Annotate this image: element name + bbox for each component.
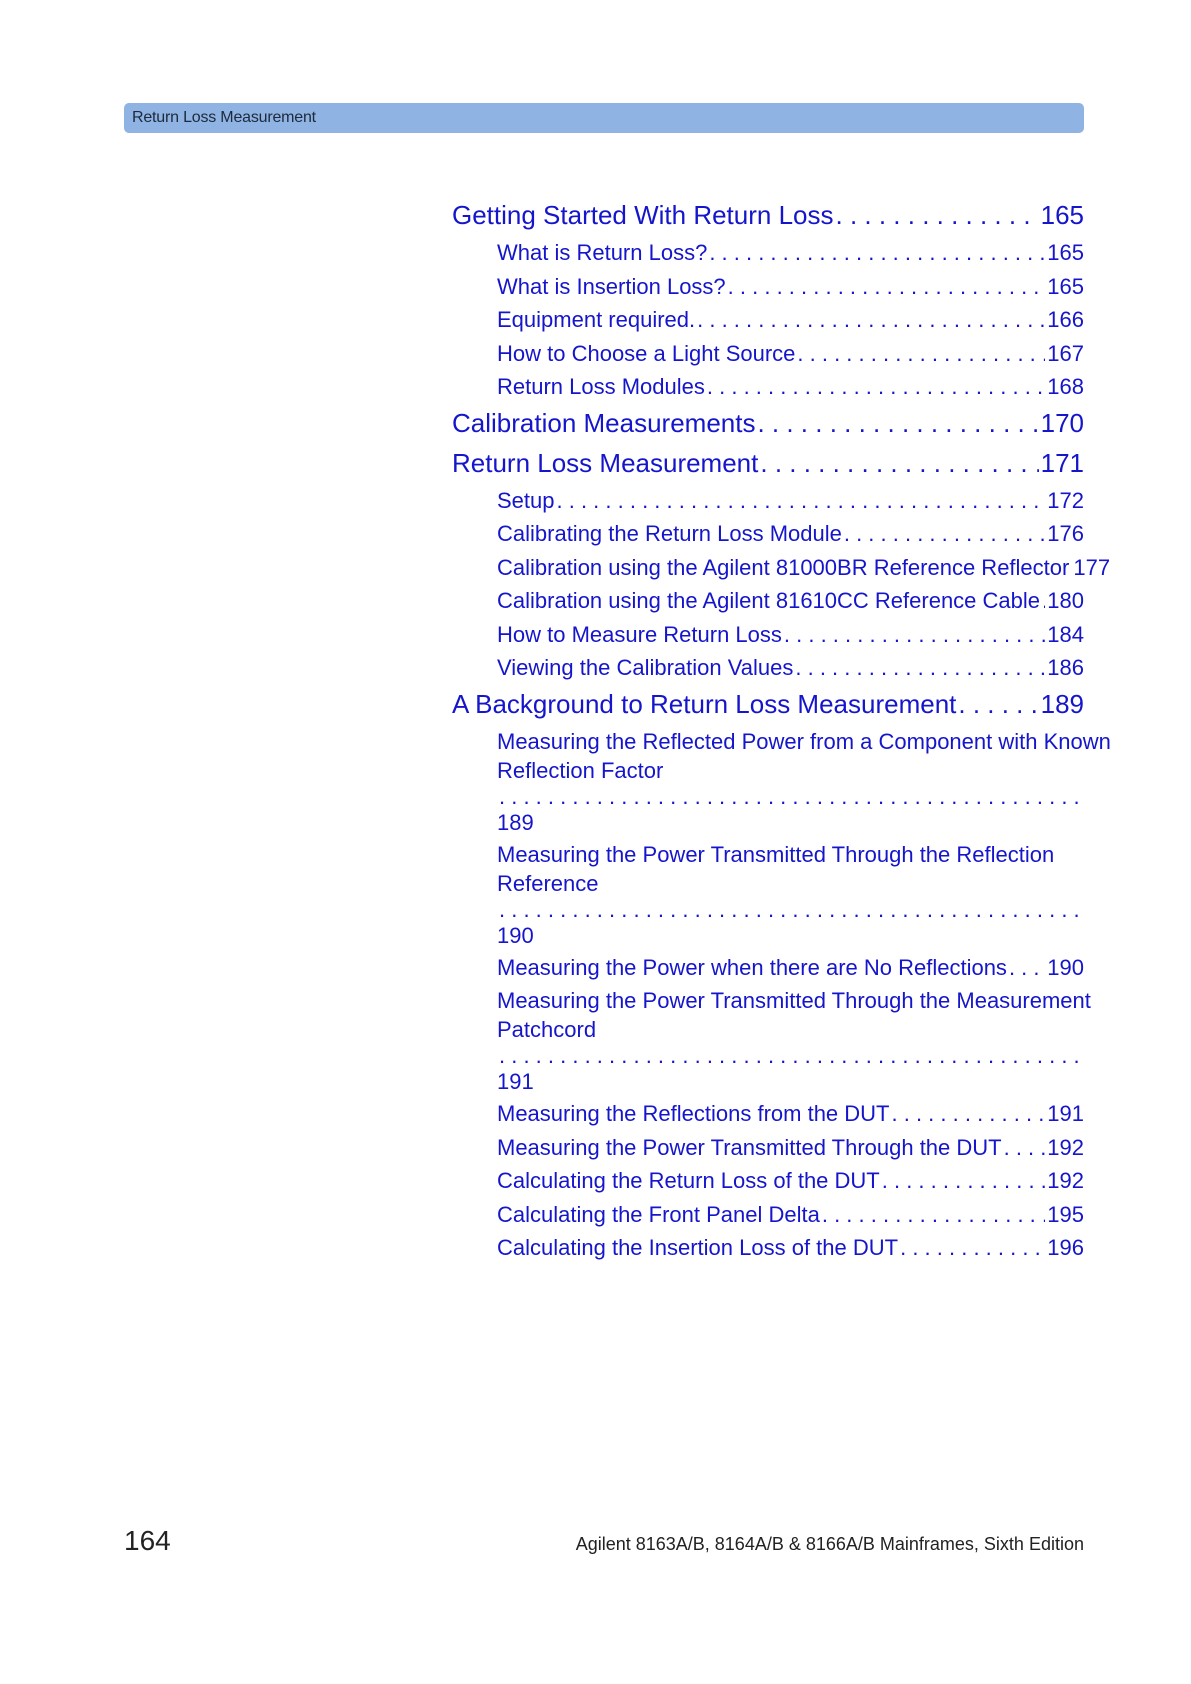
toc-entry-calibrating-module[interactable] [497, 521, 1084, 555]
section-header-bar [124, 103, 1084, 133]
toc-entry-power-through-reflection-reference[interactable] [497, 842, 1084, 949]
toc-entry-page: 165 [1047, 273, 1084, 299]
toc-entry-calibration-measurements[interactable] [452, 408, 1084, 448]
toc-entry-setup[interactable] [497, 488, 1084, 522]
toc-entry-title: Return Loss Modules [497, 374, 705, 399]
toc-entry-page: 195 [1047, 1201, 1084, 1227]
page-number: 164 [124, 1525, 171, 1556]
toc-dot-leader [882, 1168, 1046, 1194]
toc-entry-page: 165 [1040, 200, 1084, 230]
toc-entry-page: 170 [1040, 407, 1084, 438]
toc-dot-leader [499, 784, 1082, 810]
toc-entry-title: Calculating the Insertion Loss of the DUT [497, 1235, 899, 1260]
toc-entry-title: Calculating the Front Panel Delta [497, 1201, 820, 1227]
toc-entry-insertion-loss-of-dut[interactable] [497, 1235, 1084, 1269]
footer-publication: Agilent 8163A/B, 8164A/B & 8166A/B Mainframes, Sixth Edition [575, 1534, 1084, 1554]
toc-dot-leader [728, 274, 1046, 300]
toc-dot-leader [757, 408, 1038, 439]
toc-dot-leader [822, 1202, 1045, 1228]
toc-entry-page: 184 [1047, 621, 1084, 647]
toc-entry-title: Setup [497, 487, 555, 513]
toc-entry-title: What is Insertion Loss? [497, 273, 726, 299]
toc-dot-leader [709, 240, 1045, 266]
toc-entry-choose-light-source[interactable] [497, 341, 1084, 375]
toc-entry-page: 167 [1047, 340, 1084, 366]
toc-entry-page: 190 [497, 922, 534, 948]
toc-dot-leader [707, 374, 1045, 400]
toc-entry-page: 186 [1047, 655, 1084, 680]
toc-entry-background[interactable] [452, 689, 1084, 729]
toc-entry-title: Calibration Measurements [452, 407, 756, 438]
toc-dot-leader [499, 897, 1082, 923]
toc-dot-leader [1042, 588, 1045, 614]
toc-dot-leader [1009, 955, 1045, 981]
toc-entry-calibration-reference-cable[interactable] [497, 588, 1084, 622]
toc-entry-reflections-from-dut[interactable] [497, 1101, 1084, 1135]
toc-dot-leader [499, 1043, 1082, 1069]
toc-entry-page: 165 [1047, 240, 1084, 265]
toc-entry-title: Return Loss Measurement [452, 447, 759, 478]
toc-entry-title-line2: Reflection Factor [497, 757, 664, 783]
toc-entry-title: Calculating the Return Loss of the DUT [497, 1168, 880, 1193]
toc-entry-title: A Background to Return Loss Measurement [452, 688, 957, 719]
section-header-title: Return Loss Measurement [132, 109, 316, 126]
toc-entry-front-panel-delta[interactable] [497, 1202, 1084, 1236]
toc-dot-leader [557, 488, 1046, 514]
toc-entry-getting-started[interactable] [452, 200, 1084, 240]
toc-entry-power-through-patchcord[interactable] [497, 988, 1091, 1095]
toc-entry-what-is-insertion-loss[interactable] [497, 274, 1084, 308]
toc-entry-page: 176 [1047, 521, 1084, 546]
toc-entry-page: 180 [1047, 588, 1084, 613]
toc-entry-title-line1: Measuring the Power Transmitted Through the Measurement [497, 988, 1091, 1013]
toc-entry-title: Measuring the Power when there are No Reflections [497, 954, 1007, 980]
toc-entry-title-line1: Measuring the Reflected Power from a Component with Known [497, 728, 1111, 754]
toc-entry-title: Equipment required. [497, 307, 696, 332]
toc-dot-leader [892, 1101, 1046, 1127]
toc-entry-return-loss-of-dut[interactable] [497, 1168, 1084, 1202]
toc-entry-measure-return-loss[interactable] [497, 622, 1084, 656]
toc-entry-what-is-return-loss[interactable] [497, 240, 1084, 274]
toc-dot-leader [900, 1235, 1045, 1261]
toc-entry-equipment-required[interactable] [497, 307, 1084, 341]
toc-entry-title: Measuring the Reflections from the DUT [497, 1101, 890, 1126]
toc-entry-page: 166 [1047, 307, 1084, 332]
toc-dot-leader [697, 307, 1045, 333]
toc-dot-leader [844, 521, 1045, 547]
toc-dot-leader [836, 200, 1039, 231]
toc-entry-power-through-dut[interactable] [497, 1135, 1084, 1169]
toc-entry-page: 192 [1047, 1168, 1084, 1193]
toc-entry-page: 171 [1040, 447, 1084, 478]
toc-entry-title: Calibrating the Return Loss Module [497, 521, 842, 546]
toc-entry-title: Measuring the Power Transmitted Through the DUT [497, 1134, 1002, 1160]
toc-entry-page: 189 [497, 809, 534, 835]
toc-entry-power-no-reflections[interactable] [497, 955, 1084, 989]
toc-entry-page: 189 [1040, 688, 1084, 719]
toc-dot-leader [795, 655, 1045, 681]
toc-entry-title-line1: Measuring the Power Transmitted Through the Reflection [497, 841, 1055, 867]
toc-entry-calibration-reference-reflector[interactable] [497, 554, 1111, 589]
toc-entry-page: 196 [1047, 1235, 1084, 1260]
table-of-contents [452, 200, 1111, 1269]
toc-dot-leader [760, 448, 1038, 479]
toc-entry-title: What is Return Loss? [497, 240, 708, 265]
toc-entry-page: 172 [1047, 487, 1084, 513]
toc-entry-page: 177 [1073, 554, 1111, 580]
toc-entry-page: 168 [1047, 374, 1084, 399]
toc-entry-title: How to Choose a Light Source [497, 340, 796, 366]
toc-entry-title-line2: Reference [497, 870, 599, 896]
toc-entry-page: 190 [1047, 954, 1084, 980]
toc-dot-leader [784, 622, 1045, 648]
toc-entry-title: Viewing the Calibration Values [497, 655, 794, 680]
toc-dot-leader [797, 341, 1045, 367]
toc-entry-title: Calibration using the Agilent 81610CC Reference Cable [497, 588, 1041, 613]
toc-entry-return-loss-modules[interactable] [497, 374, 1084, 408]
toc-entry-reflected-power-known-factor[interactable] [497, 728, 1111, 836]
toc-entry-title-line2: Patchcord [497, 1017, 597, 1042]
toc-dot-leader [1004, 1135, 1046, 1161]
toc-entry-title: Calibration using the Agilent 81000BR Reference Reflector [497, 554, 1070, 580]
toc-entry-page: 191 [497, 1069, 534, 1094]
toc-entry-return-loss-measurement[interactable] [452, 448, 1084, 488]
toc-entry-page: 191 [1047, 1101, 1084, 1126]
toc-entry-viewing-calibration-values[interactable] [497, 655, 1084, 689]
toc-entry-title: How to Measure Return Loss [497, 621, 782, 647]
toc-entry-page: 192 [1047, 1134, 1084, 1160]
toc-entry-title: Getting Started With Return Loss [452, 200, 834, 230]
toc-dot-leader [958, 689, 1038, 720]
